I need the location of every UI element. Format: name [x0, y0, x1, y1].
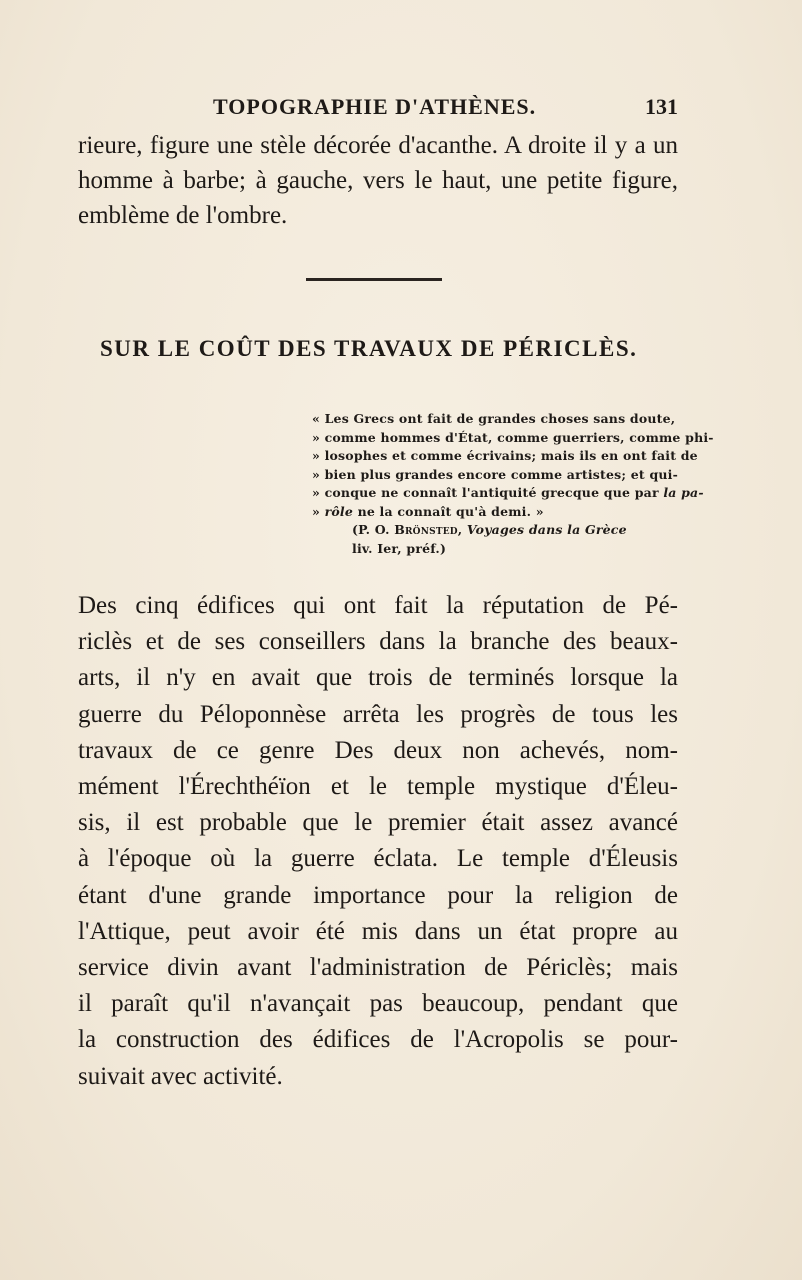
intro-paragraph: rieure, figure une stèle décorée d'acanthe. A droite il y a un homme à barbe; à gauche, vers le haut, une petite figure, emblème de l'ombre. — [78, 132, 678, 229]
epigraph-line: « Les Grecs ont fait de grandes choses sans doute, — [312, 411, 676, 426]
body-line: travaux de ce genre Des deux non achevés, nom- — [78, 736, 678, 764]
section-title: SUR LE COÛT DES TRAVAUX DE PÉRICLÈS. — [100, 336, 638, 361]
body-line: l'Attique, peut avoir été mis dans un état propre au — [78, 917, 678, 945]
epigraph-line — [312, 484, 704, 503]
epigraph-line: » losophes et comme écrivains; mais ils en ont fait de — [312, 448, 698, 463]
epigraph-line: » comme hommes d'État, comme guerriers, comme phi- — [312, 429, 714, 445]
body-line: la construction des édifices de l'Acropolis se pour- — [78, 1026, 678, 1054]
running-head — [78, 94, 678, 124]
epigraph-line: » bien plus grandes encore comme artistes; et qui- — [312, 466, 679, 482]
section-divider — [306, 278, 442, 281]
epigraph-line: » rôle ne la connaît qu'à demi. » — [312, 503, 544, 519]
citation-sep: , — [457, 522, 467, 537]
epigraph — [312, 410, 714, 558]
citation-author: Brönsted — [394, 522, 458, 537]
body-paragraph — [78, 588, 678, 1095]
body-line: suivait avec activité. — [78, 1062, 283, 1090]
citation-work: Voyages dans la Grèce — [466, 522, 627, 537]
epigraph-line-text: ne la connaît qu'à demi. » — [353, 503, 544, 519]
body-line: sis, il est probable que le premier était assez avancé — [78, 809, 678, 837]
running-title: TOPOGRAPHIE D'ATHÈNES. — [213, 94, 537, 119]
citation-open: (P. O. — [352, 522, 395, 537]
epigraph-line-text: » conque ne connaît l'antiquité grecque que par — [312, 485, 659, 500]
epigraph-citation-ref: liv. Ier, préf.) — [352, 540, 447, 556]
epigraph-italic: rôle — [324, 503, 354, 519]
epigraph-citation — [352, 521, 680, 540]
body-line: étant d'une grande importance pour la religion de — [78, 881, 678, 909]
page-number: 131 — [645, 94, 678, 119]
body-line: service divin avant l'administration de Périclès; mais — [78, 954, 678, 982]
body-line: riclès et de ses conseillers dans la branche des beaux- — [78, 628, 678, 656]
body-line: à l'époque où la guerre éclata. Le temple d'Éleusis — [78, 845, 678, 873]
body-line: il paraît qu'il n'avançait pas beaucoup, pendant que — [78, 990, 678, 1018]
body-line: arts, il n'y en avait que trois de terminés lorsque la — [78, 664, 678, 692]
body-line: mément l'Érechthéïon et le temple mystique d'Éleu- — [78, 773, 678, 801]
epigraph-italic: la pa- — [663, 485, 704, 500]
body-line: Des cinq édifices qui ont fait la réputation de Pé- — [78, 592, 678, 619]
body-line: guerre du Péloponnèse arrêta les progrès de tous les — [78, 700, 678, 728]
